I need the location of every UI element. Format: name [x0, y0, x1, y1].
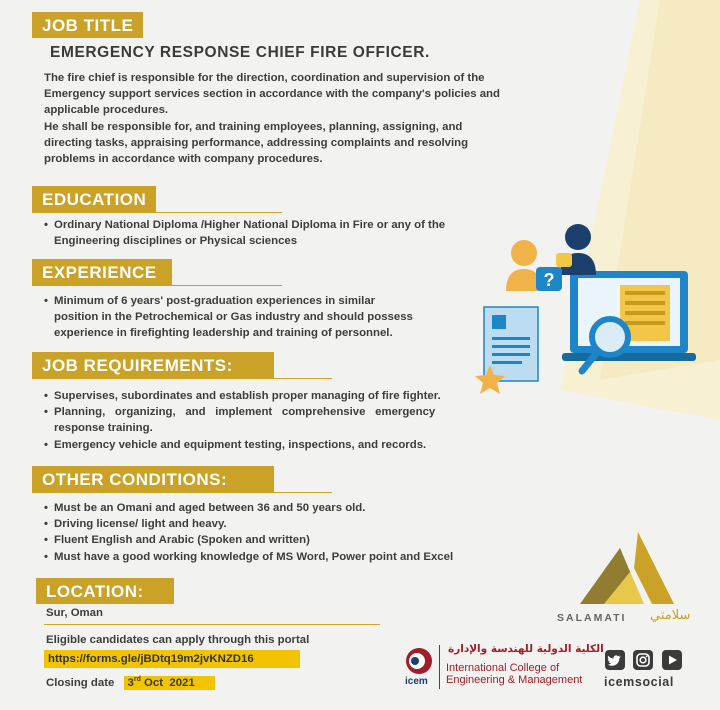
education-item: • Ordinary National Diploma /Higher National Diploma in Fire or any of the Engineering disciplines or Physical sciences	[44, 217, 514, 249]
job-title-text: EMERGENCY RESPONSE CHIEF FIRE OFFICER.	[50, 44, 430, 61]
job-requirements-list	[44, 388, 494, 453]
job-description-line: applicable procedures.	[44, 104, 169, 117]
closing-date-value: 3rd Oct 2021	[124, 676, 215, 690]
other-conditions-underline	[32, 492, 332, 493]
job-description-line: He shall be responsible for, and training employees, planning, assigning, and	[44, 120, 463, 133]
svg-text:?: ?	[543, 270, 555, 290]
instagram-icon[interactable]	[633, 650, 653, 670]
apply-instructions: Eligible candidates can apply through this portal	[46, 634, 310, 646]
social-handle[interactable]: icemsocial	[604, 675, 674, 689]
twitter-icon[interactable]	[605, 650, 625, 670]
closing-date-label: Closing date	[46, 676, 115, 689]
job-description-line: problems in accordance with company procedures.	[44, 153, 323, 166]
condition-item: • Fluent English and Arabic (Spoken and written)	[44, 532, 524, 548]
college-name-en: International College of Engineering & Management	[446, 662, 583, 686]
person-icon	[511, 240, 537, 266]
education-header: EDUCATION	[32, 186, 156, 212]
icem-divider	[439, 645, 440, 689]
condition-item: • Must have a good working knowledge of MS Word, Power point and Excel	[44, 549, 524, 565]
apply-link[interactable]: https://forms.gle/jBDtq19m2jvKNZD16	[48, 653, 254, 665]
job-description-line: Emergency support services section in accordance with the company's policies and	[44, 88, 500, 101]
person-icon	[565, 224, 591, 250]
education-list	[44, 217, 514, 249]
job-description-line: directing tasks, appraising performance, addressing complaints and resolving	[44, 136, 469, 149]
salamati-logo-icon	[574, 528, 698, 608]
salamati-brand-en: SALAMATI	[557, 612, 627, 624]
youtube-icon[interactable]	[662, 650, 682, 670]
condition-item: • Must be an Omani and aged between 36 and 50 years old.	[44, 500, 524, 516]
experience-list	[44, 293, 454, 342]
requirement-item: • Planning, organizing, and implement comprehensive emergency response training.	[44, 404, 494, 436]
other-conditions-header: OTHER CONDITIONS:	[32, 466, 274, 492]
job-requirements-header: JOB REQUIREMENTS:	[32, 352, 274, 378]
icem-label: icem	[405, 676, 428, 687]
location-divider	[44, 624, 380, 625]
location-header: LOCATION:	[36, 578, 174, 604]
requirement-item: • Emergency vehicle and equipment testing, inspections, and records.	[44, 437, 494, 453]
location-value: Sur, Oman	[46, 607, 103, 619]
job-requirements-underline	[32, 378, 332, 379]
requirement-item: • Supervises, subordinates and establish proper managing of fire fighter.	[44, 388, 494, 404]
experience-item: • Minimum of 6 years' post-graduation experiences in similar position in the Petrochemical or Gas industry and should possess experience in firefighting leadership and training of personnel.	[44, 293, 454, 342]
closing-date	[46, 672, 215, 691]
condition-item: • Driving license/ light and heavy.	[44, 516, 524, 532]
salamati-brand-ar: سلامتي	[650, 608, 691, 623]
recruitment-illustration	[470, 215, 700, 405]
experience-underline	[32, 285, 282, 286]
experience-header: EXPERIENCE	[32, 259, 172, 285]
job-description	[44, 70, 554, 167]
laptop-base-icon	[562, 353, 696, 361]
job-description-line: The fire chief is responsible for the direction, coordination and supervision of the	[44, 72, 485, 84]
icem-logo-icon	[402, 646, 436, 676]
other-conditions-list	[44, 500, 524, 565]
chat-bubble-icon	[556, 253, 572, 267]
job-title-header: JOB TITLE	[32, 12, 143, 38]
college-name-ar: الكلية الدولية للهندسة والإدارة	[448, 643, 604, 655]
education-underline	[32, 212, 282, 213]
